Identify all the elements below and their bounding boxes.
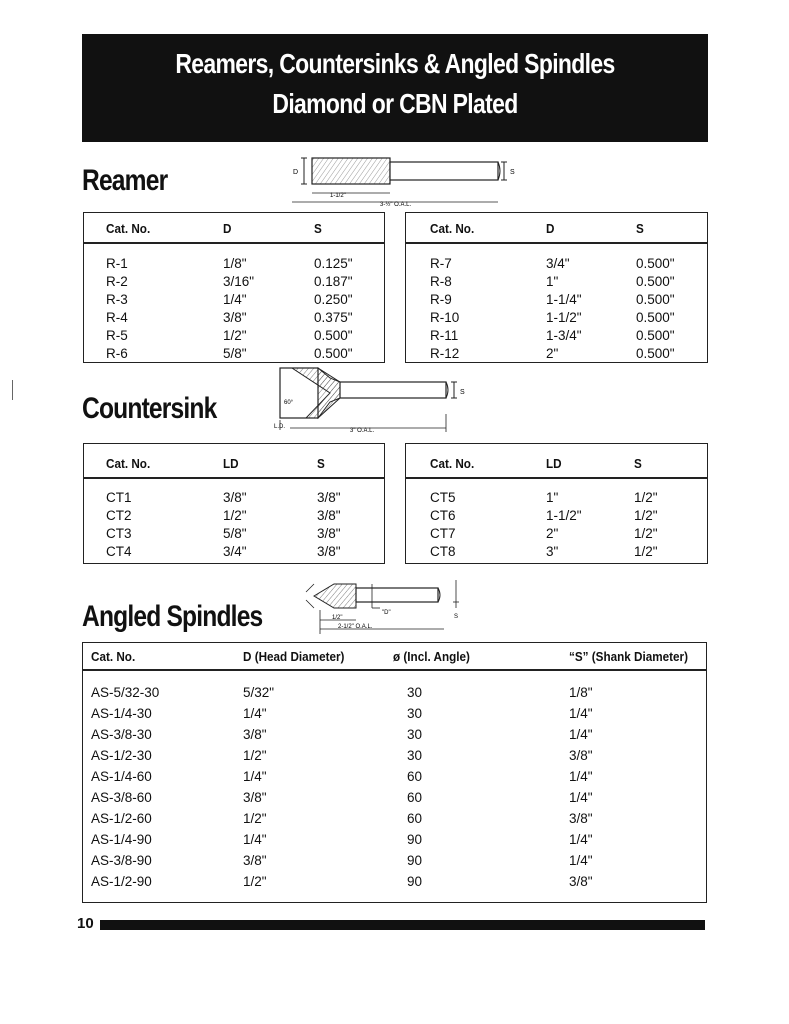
header-d: D — [546, 221, 555, 236]
cell-cat-no: CT3 — [106, 526, 132, 541]
angled-diagram-s: S — [454, 614, 459, 620]
reamer-table-left — [83, 212, 385, 363]
cell-ld: 2" — [546, 526, 559, 541]
cell-cat-no: CT6 — [430, 508, 456, 523]
table-header — [406, 213, 707, 244]
table-row — [84, 489, 384, 507]
cell-cat-no: R-1 — [106, 256, 128, 271]
header-head-diameter: D (Head Diameter) — [243, 649, 345, 664]
cell-s: 1/2" — [634, 508, 658, 523]
angled-spindles-table — [82, 642, 707, 903]
cell-d: 1/2" — [223, 328, 247, 343]
cell-incl-angle: 30 — [407, 748, 423, 763]
cell-cat-no: R-11 — [430, 328, 459, 343]
cell-ld: 1/2" — [223, 508, 247, 523]
cell-shank-diameter: 1/4" — [569, 832, 593, 847]
cell-s: 1/2" — [634, 544, 658, 559]
cell-shank-diameter: 3/8" — [569, 811, 593, 826]
table-row — [84, 309, 384, 327]
cell-s: 3/8" — [317, 508, 341, 523]
table-row — [406, 309, 707, 327]
cell-head-diameter: 1/2" — [243, 874, 267, 889]
table-row — [406, 543, 707, 561]
table-row — [83, 684, 706, 702]
table-row — [84, 255, 384, 273]
cell-s: 0.500" — [636, 292, 675, 307]
cell-cat-no: R-6 — [106, 346, 128, 361]
cell-ld: 5/8" — [223, 526, 247, 541]
cell-cat-no: R-3 — [106, 292, 128, 307]
table-row — [83, 705, 706, 723]
table-row — [406, 291, 707, 309]
cell-ld: 3" — [546, 544, 559, 559]
header-cat-no: Cat. No. — [106, 456, 151, 471]
cell-head-diameter: 1/4" — [243, 706, 267, 721]
cell-s: 0.187" — [314, 274, 353, 289]
cell-head-diameter: 1/4" — [243, 769, 267, 784]
table-row — [406, 345, 707, 363]
cell-s: 3/8" — [317, 490, 341, 505]
cell-shank-diameter: 1/4" — [569, 727, 593, 742]
table-row — [83, 852, 706, 870]
header-cat-no: Cat. No. — [430, 456, 475, 471]
page-title: Reamers, Countersinks & Angled Spindles — [175, 48, 615, 79]
cell-cat-no: AS-1/2-30 — [91, 748, 152, 763]
table-row — [406, 273, 707, 291]
scan-margin-line — [12, 380, 13, 400]
reamer-diagram-oal: 3-½" O.A.L. — [380, 202, 412, 208]
cell-cat-no: CT4 — [106, 544, 132, 559]
cell-cat-no: AS-5/32-30 — [91, 685, 160, 700]
cell-shank-diameter: 1/4" — [569, 790, 593, 805]
cell-head-diameter: 1/2" — [243, 748, 267, 763]
cell-d: 1" — [546, 274, 559, 289]
title-banner — [82, 34, 708, 142]
table-row — [406, 507, 707, 525]
page-number: 10 — [77, 915, 94, 932]
footer-rule — [100, 920, 705, 930]
cell-s: 3/8" — [317, 526, 341, 541]
cell-cat-no: AS-1/2-90 — [91, 874, 152, 889]
cell-d: 1/8" — [223, 256, 247, 271]
table-row — [406, 489, 707, 507]
table-row — [406, 327, 707, 345]
cell-cat-no: AS-1/4-30 — [91, 706, 152, 721]
cell-cat-no: AS-1/2-60 — [91, 811, 152, 826]
reamer-diagram-s: S — [510, 169, 515, 176]
cell-s: 0.500" — [636, 310, 675, 325]
cell-d: 1-3/4" — [546, 328, 582, 343]
header-ld: LD — [546, 456, 562, 471]
cell-cat-no: R-12 — [430, 346, 460, 361]
header-cat-no: Cat. No. — [91, 649, 136, 664]
reamer-diagram-d: D — [293, 169, 299, 176]
header-s: S — [636, 221, 644, 236]
countersink-table-left — [83, 443, 385, 564]
cell-incl-angle: 30 — [407, 727, 423, 742]
cell-cat-no: CT2 — [106, 508, 132, 523]
angled-spindle-diagram — [300, 578, 480, 636]
cell-s: 0.500" — [636, 328, 675, 343]
table-row — [84, 345, 384, 363]
cell-ld: 3/8" — [223, 490, 247, 505]
cell-cat-no: R-4 — [106, 310, 128, 325]
table-header — [83, 643, 706, 671]
cell-head-diameter: 3/8" — [243, 790, 267, 805]
cell-d: 2" — [546, 346, 559, 361]
angled-diagram-d: "D" — [382, 610, 391, 616]
cell-head-diameter: 3/8" — [243, 727, 267, 742]
cell-cat-no: CT7 — [430, 526, 456, 541]
cell-cat-no: R-9 — [430, 292, 452, 307]
cell-shank-diameter: 1/8" — [569, 685, 593, 700]
table-row — [83, 831, 706, 849]
header-s: S — [634, 456, 642, 471]
reamer-title: Reamer — [82, 164, 168, 197]
angled-diagram-head: 1/2" — [332, 615, 343, 621]
cell-shank-diameter: 1/4" — [569, 706, 593, 721]
header-cat-no: Cat. No. — [430, 221, 475, 236]
table-header — [406, 444, 707, 479]
table-header — [84, 444, 384, 479]
cell-shank-diameter: 3/8" — [569, 748, 593, 763]
cell-cat-no: R-7 — [430, 256, 452, 271]
header-cat-no: Cat. No. — [106, 221, 151, 236]
cell-s: 0.375" — [314, 310, 353, 325]
cell-cat-no: AS-3/8-90 — [91, 853, 152, 868]
cell-shank-diameter: 1/4" — [569, 769, 593, 784]
cell-ld: 1" — [546, 490, 559, 505]
header-ld: LD — [223, 456, 239, 471]
cell-cat-no: R-2 — [106, 274, 128, 289]
cell-s: 0.500" — [314, 346, 353, 361]
cell-cat-no: R-10 — [430, 310, 460, 325]
countersink-diagram-oal: 3" O.A.L. — [350, 428, 375, 434]
cell-s: 0.500" — [636, 274, 675, 289]
table-row — [84, 525, 384, 543]
cell-d: 1-1/2" — [546, 310, 582, 325]
cell-head-diameter: 1/4" — [243, 832, 267, 847]
reamer-table-right — [405, 212, 708, 363]
cell-cat-no: CT8 — [430, 544, 456, 559]
cell-incl-angle: 90 — [407, 874, 423, 889]
cell-cat-no: CT5 — [430, 490, 456, 505]
cell-incl-angle: 30 — [407, 706, 423, 721]
cell-s: 0.250" — [314, 292, 353, 307]
table-row — [84, 291, 384, 309]
cell-cat-no: R-8 — [430, 274, 452, 289]
table-row — [83, 747, 706, 765]
cell-cat-no: R-5 — [106, 328, 128, 343]
countersink-title: Countersink — [82, 392, 217, 425]
cell-shank-diameter: 3/8" — [569, 874, 593, 889]
cell-head-diameter: 5/32" — [243, 685, 275, 700]
reamer-diagram — [290, 150, 530, 212]
reamer-diagram-head: 1-1/2" — [330, 193, 346, 199]
header-d: D — [223, 221, 232, 236]
table-row — [83, 810, 706, 828]
cell-d: 1/4" — [223, 292, 247, 307]
cell-shank-diameter: 1/4" — [569, 853, 593, 868]
table-row — [83, 873, 706, 891]
header-s: S — [314, 221, 322, 236]
cell-s: 1/2" — [634, 490, 658, 505]
table-row — [83, 726, 706, 744]
table-row — [84, 327, 384, 345]
cell-incl-angle: 60 — [407, 769, 423, 784]
angled-spindles-title: Angled Spindles — [82, 600, 263, 633]
cell-incl-angle: 90 — [407, 853, 423, 868]
table-row — [406, 255, 707, 273]
header-incl-angle: ø (Incl. Angle) — [393, 649, 470, 664]
countersink-diagram-angle: 60° — [284, 400, 294, 406]
countersink-diagram — [270, 364, 480, 436]
cell-s: 1/2" — [634, 526, 658, 541]
countersink-diagram-s: S — [460, 389, 465, 396]
cell-d: 5/8" — [223, 346, 247, 361]
table-row — [84, 543, 384, 561]
cell-ld: 3/4" — [223, 544, 247, 559]
page-subtitle: Diamond or CBN Plated — [272, 88, 518, 119]
cell-s: 0.500" — [636, 256, 675, 271]
cell-cat-no: AS-3/8-30 — [91, 727, 152, 742]
cell-s: 0.500" — [314, 328, 353, 343]
cell-cat-no: CT1 — [106, 490, 132, 505]
table-row — [83, 789, 706, 807]
angled-diagram-oal: 2-1/2" O.A.L. — [338, 624, 373, 630]
table-row — [84, 507, 384, 525]
cell-d: 1-1/4" — [546, 292, 582, 307]
cell-head-diameter: 1/2" — [243, 811, 267, 826]
countersink-table-right — [405, 443, 708, 564]
cell-incl-angle: 90 — [407, 832, 423, 847]
header-s: S — [317, 456, 325, 471]
table-row — [84, 273, 384, 291]
cell-incl-angle: 30 — [407, 685, 423, 700]
cell-incl-angle: 60 — [407, 790, 423, 805]
table-row — [406, 525, 707, 543]
cell-s: 0.500" — [636, 346, 675, 361]
cell-incl-angle: 60 — [407, 811, 423, 826]
cell-head-diameter: 3/8" — [243, 853, 267, 868]
cell-cat-no: AS-3/8-60 — [91, 790, 152, 805]
table-header — [84, 213, 384, 244]
cell-d: 3/8" — [223, 310, 247, 325]
cell-cat-no: AS-1/4-60 — [91, 769, 152, 784]
cell-s: 0.125" — [314, 256, 353, 271]
header-shank-diameter: “S” (Shank Diameter) — [569, 649, 688, 664]
cell-s: 3/8" — [317, 544, 341, 559]
cell-d: 3/4" — [546, 256, 570, 271]
cell-cat-no: AS-1/4-90 — [91, 832, 152, 847]
cell-ld: 1-1/2" — [546, 508, 582, 523]
table-row — [83, 768, 706, 786]
countersink-diagram-ld: L.D. — [274, 424, 286, 430]
cell-d: 3/16" — [223, 274, 255, 289]
